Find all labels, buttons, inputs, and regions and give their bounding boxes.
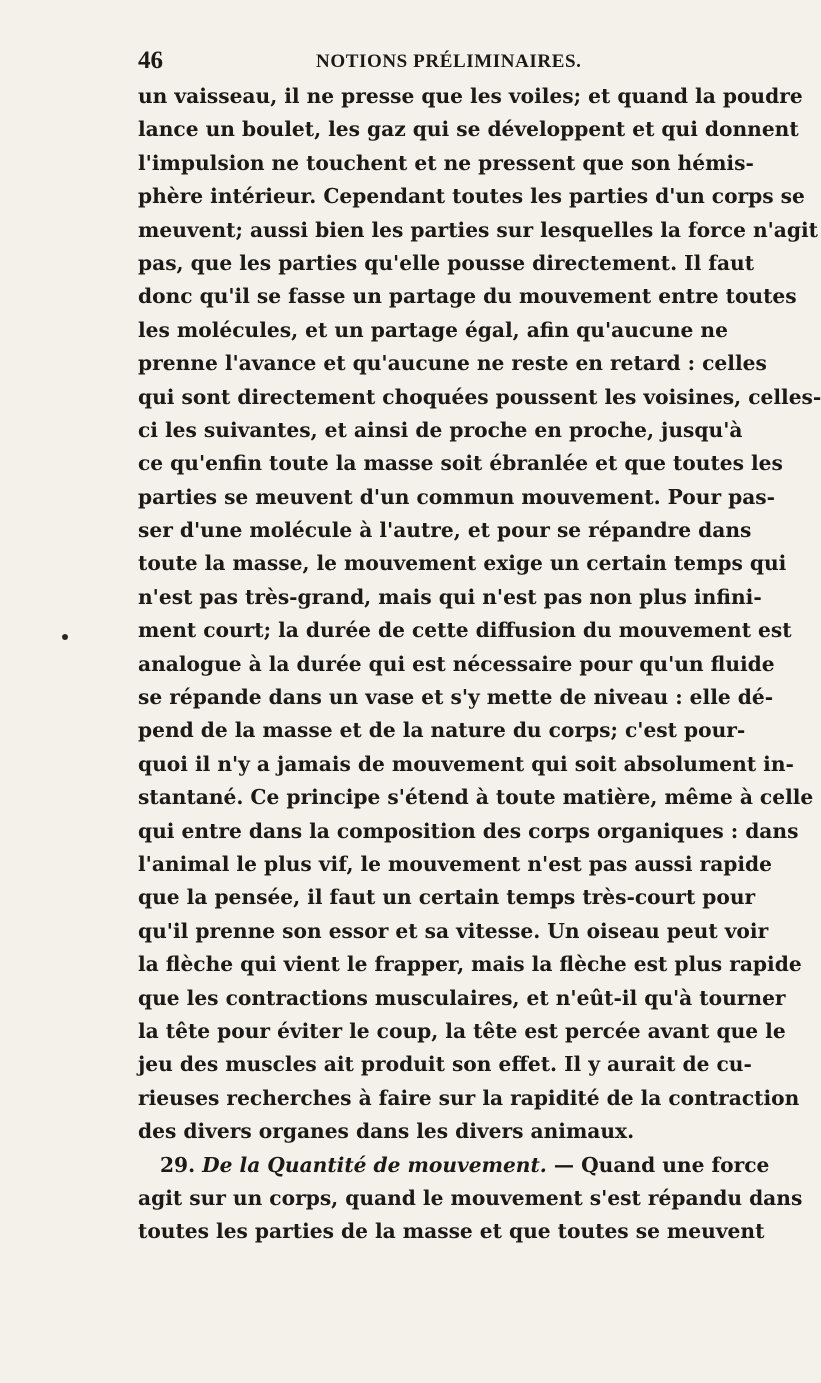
page-number: 46: [138, 47, 163, 74]
running-title: NOTIONS PRÉLIMINAIRES.: [316, 51, 582, 72]
section-number: 29.: [160, 1152, 196, 1177]
text-line: la flèche qui vient le frapper, mais la flèche est plus rapide: [138, 952, 802, 977]
text-fragment: — Quand une force: [546, 1152, 770, 1177]
running-head: [138, 44, 674, 78]
text-line: ce qu'enfin toute la masse soit ébranlée et que toutes les: [138, 451, 783, 476]
text-line: pend de la masse et de la nature du corps; c'est pour-: [138, 718, 746, 743]
text-line: l'animal le plus vif, le mouvement n'est pas aussi rapide: [138, 851, 773, 876]
body-text: [138, 80, 821, 1249]
text-line: analogue à la durée qui est nécessaire pour qu'un fluide: [138, 651, 775, 676]
text-line: phère intérieur. Cependant toutes les parties d'un corps se: [138, 184, 805, 209]
text-line: qui entre dans la composition des corps organiques : dans: [138, 818, 799, 843]
section-heading-line: [138, 1149, 770, 1182]
text-line: rieuses recherches à faire sur la rapidité de la contraction: [138, 1085, 800, 1110]
text-line: prenne l'avance et qu'aucune ne reste en retard : celles: [138, 351, 767, 376]
text-line: jeu des muscles ait produit son effet. Il y aurait de cu-: [138, 1052, 752, 1077]
text-line: n'est pas très-grand, mais qui n'est pas non plus infini-: [138, 584, 762, 609]
text-line: ser d'une molécule à l'autre, et pour se répandre dans: [138, 518, 752, 543]
margin-dot: [62, 634, 68, 640]
text-line: agit sur un corps, quand le mouvement s'est répandu dans: [138, 1185, 803, 1210]
text-line: la tête pour éviter le coup, la tête est percée avant que le: [138, 1018, 786, 1043]
text-line: parties se meuvent d'un commun mouvement. Pour pas-: [138, 484, 776, 509]
text-line: les molécules, et un partage égal, afin qu'aucune ne: [138, 317, 728, 342]
text-line: qu'il prenne son essor et sa vitesse. Un oiseau peut voir: [138, 918, 769, 943]
text-line: ment court; la durée de cette diffusion du mouvement est: [138, 618, 792, 643]
text-line: toutes les parties de la masse et que toutes se meuvent: [138, 1219, 765, 1244]
text-line: que les contractions musculaires, et n'eût-il qu'à tourner: [138, 985, 786, 1010]
text-line: ci les suivantes, et ainsi de proche en proche, jusqu'à: [138, 417, 743, 442]
text-line: qui sont directement choquées poussent les voisines, celles-: [138, 384, 821, 409]
text-line: que la pensée, il faut un certain temps très-court pour: [138, 885, 756, 910]
text-line: pas, que les parties qu'elle pousse directement. Il faut: [138, 250, 755, 275]
text-line: l'impulsion ne touchent et ne pressent que son hémis-: [138, 150, 754, 175]
text-line: un vaisseau, il ne presse que les voiles; et quand la poudre: [138, 84, 803, 108]
text-line: des divers organes dans les divers animaux.: [138, 1119, 635, 1144]
text-line: donc qu'il se fasse un partage du mouvement entre toutes: [138, 284, 797, 309]
text-line: quoi il n'y a jamais de mouvement qui soit absolument in-: [138, 751, 794, 776]
text-line: meuvent; aussi bien les parties sur lesquelles la force n'agit: [138, 217, 818, 242]
text-line: lance un boulet, les gaz qui se développent et qui donnent: [138, 117, 799, 142]
section-title: De la Quantité de mouvement.: [202, 1152, 547, 1177]
text-line: toute la masse, le mouvement exige un certain temps qui: [138, 551, 787, 576]
text-line: stantané. Ce principe s'étend à toute matière, même à celle: [138, 785, 814, 810]
text-line: se répande dans un vase et s'y mette de niveau : elle dé-: [138, 685, 774, 710]
